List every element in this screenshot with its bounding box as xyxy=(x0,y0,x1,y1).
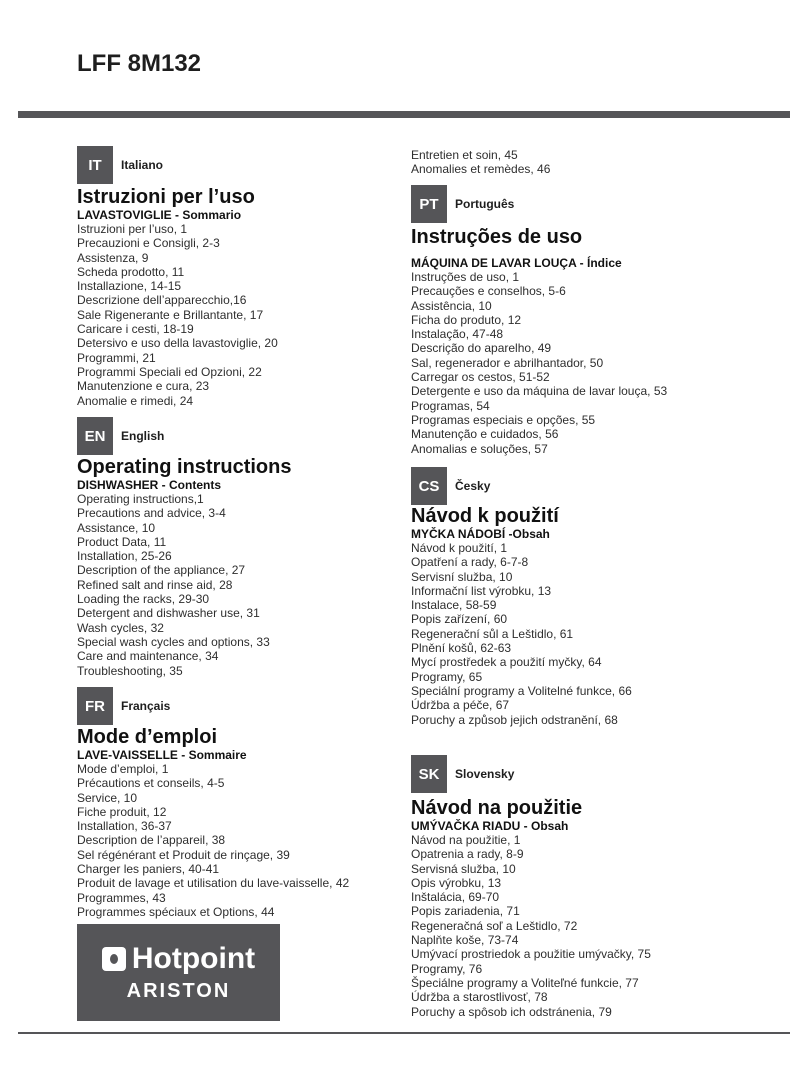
logo-top-row xyxy=(102,942,255,976)
section-subtitle-sk: UMÝVAČKA RIADU - Obsah xyxy=(411,819,569,833)
toc-item: Popis zařízení, 60 xyxy=(411,612,508,627)
lang-header-it xyxy=(77,146,387,184)
toc-item: Regeneračná soľ a Leštidlo, 72 xyxy=(411,918,578,933)
toc-item: Produit de lavage et utilisation du lave-vaisselle, 42 xyxy=(77,876,350,891)
toc-item: Care and maintenance, 34 xyxy=(77,649,219,664)
toc-item: Precautions and advice, 3-4 xyxy=(77,506,226,521)
toc-item: Special wash cycles and options, 33 xyxy=(77,634,270,649)
lang-name-fr: Français xyxy=(121,699,171,713)
toc-item: Opatření a rady, 6-7-8 xyxy=(411,555,529,570)
model-title: LFF 8M132 xyxy=(77,50,202,77)
toc-item: Anomalie e rimedi, 24 xyxy=(77,393,194,408)
toc-item: Sel régénérant et Produit de rinçage, 39 xyxy=(77,847,290,862)
toc-item: Servisná služba, 10 xyxy=(411,861,516,876)
toc-item: Programy, 65 xyxy=(411,669,483,684)
toc-item: Informační list výrobku, 13 xyxy=(411,583,552,598)
toc-item: Programas, 54 xyxy=(411,398,490,413)
section-title-en: Operating instructions xyxy=(77,456,292,478)
toc-item: Charger les paniers, 40-41 xyxy=(77,862,220,877)
toc-list-pt xyxy=(411,270,801,456)
toc-item: Troubleshooting, 35 xyxy=(77,663,183,678)
toc-item: Installation, 25-26 xyxy=(77,549,172,564)
header-divider xyxy=(18,111,790,118)
section-it xyxy=(77,146,387,408)
toc-item: Plnění košů, 62-63 xyxy=(411,641,512,656)
section-sk xyxy=(411,755,801,1019)
toc-item: Installation, 36-37 xyxy=(77,819,172,834)
toc-item: Naplňte koše, 73-74 xyxy=(411,933,519,948)
toc-item: Loading the racks, 29-30 xyxy=(77,592,210,607)
lang-badge-fr: FR xyxy=(77,687,113,725)
toc-item: Sale Rigenerante e Brillantante, 17 xyxy=(77,307,264,322)
section-title-pt: Instruções de uso xyxy=(411,226,583,248)
lang-badge-sk: SK xyxy=(411,755,447,793)
brand-logo xyxy=(77,924,280,1021)
lang-header-en xyxy=(77,417,387,455)
toc-item: Carregar os cestos, 51-52 xyxy=(411,370,550,385)
toc-item: Údržba a starostlivosť, 78 xyxy=(411,990,548,1005)
toc-item: Caricare i cesti, 18-19 xyxy=(77,322,194,337)
lang-badge-cs: CS xyxy=(411,467,447,505)
toc-item: Návod na použitie, 1 xyxy=(411,833,521,847)
toc-item: Poruchy a spôsob ich odstránenia, 79 xyxy=(411,1004,612,1019)
section-title-fr: Mode d’emploi xyxy=(77,726,217,748)
toc-item: Product Data, 11 xyxy=(77,534,167,549)
toc-list-fr xyxy=(77,762,387,919)
toc-item: Anomalias e soluções, 57 xyxy=(411,441,548,456)
toc-item: Instalação, 47-48 xyxy=(411,327,504,342)
toc-item: Description of the appliance, 27 xyxy=(77,563,246,578)
toc-list-sk xyxy=(411,833,801,1019)
toc-item: Opis výrobku, 13 xyxy=(411,875,502,890)
toc-item: Manutenzione e cura, 23 xyxy=(77,379,210,394)
toc-item: Instruções de uso, 1 xyxy=(411,270,520,284)
toc-item: Manutenção e cuidados, 56 xyxy=(411,427,559,442)
toc-item: Assistance, 10 xyxy=(77,520,156,535)
lang-badge-en: EN xyxy=(77,417,113,455)
toc-item: Regenerační sůl a Leštidlo, 61 xyxy=(411,626,574,641)
section-cs xyxy=(411,467,801,727)
toc-list-it xyxy=(77,222,387,408)
lang-badge-it: IT xyxy=(77,146,113,184)
section-subtitle-fr: LAVE-VAISSELLE - Sommaire xyxy=(77,748,247,762)
toc-item: Špeciálne programy a Voliteľné funkcie, 77 xyxy=(411,975,639,990)
toc-list-cs xyxy=(411,541,801,727)
toc-item: Programmes spéciaux et Options, 44 xyxy=(77,904,275,919)
section-subtitle-pt: MÁQUINA DE LAVAR LOUÇA - Índice xyxy=(411,256,622,270)
toc-item: Programy, 76 xyxy=(411,961,483,976)
section-title-sk: Návod na použitie xyxy=(411,797,583,819)
toc-item: Návod k použití, 1 xyxy=(411,541,508,555)
toc-item: Wash cycles, 32 xyxy=(77,620,164,635)
toc-item: Service, 10 xyxy=(77,790,138,805)
toc-item: Speciální programy a Volitelné funkce, 66 xyxy=(411,683,632,698)
logo-wordmark: Hotpoint xyxy=(131,942,256,975)
toc-item: Opatrenia a rady, 8-9 xyxy=(411,847,524,862)
toc-item: Assistenza, 9 xyxy=(77,250,149,265)
toc-item: Instalace, 58-59 xyxy=(411,598,497,613)
toc-item: Programmi, 21 xyxy=(77,350,156,365)
toc-item: Servisní služba, 10 xyxy=(411,569,513,584)
toc-item: Poruchy a způsob jejich odstranění, 68 xyxy=(411,712,618,727)
toc-list-fr-continued xyxy=(411,148,801,177)
lang-name-sk: Slovensky xyxy=(455,767,515,781)
toc-item: Installazione, 14-15 xyxy=(77,279,182,294)
lang-name-pt: Português xyxy=(455,197,515,211)
toc-item: Istruzioni per l’uso, 1 xyxy=(77,222,188,236)
toc-item: Precauzioni e Consigli, 2-3 xyxy=(77,236,220,251)
section-title-it: Istruzioni per l’uso xyxy=(77,186,255,208)
toc-item: Descrizione dell’apparecchio,16 xyxy=(77,293,247,308)
toc-item: Údržba a péče, 67 xyxy=(411,698,510,713)
lang-header-sk xyxy=(411,755,801,793)
toc-item: Fiche produit, 12 xyxy=(77,804,167,819)
lang-header-pt xyxy=(411,185,801,223)
section-pt xyxy=(411,185,801,456)
toc-item: Mode d’emploi, 1 xyxy=(77,762,169,776)
toc-list-en xyxy=(77,492,387,678)
lang-header-fr xyxy=(77,687,387,725)
hotpoint-mark-icon xyxy=(102,947,126,971)
lang-badge-pt: PT xyxy=(411,185,447,223)
toc-item: Umývací prostriedok a použitie umývačky, 75 xyxy=(411,947,651,962)
toc-item: Descrição do aparelho, 49 xyxy=(411,341,552,356)
section-subtitle-it: LAVASTOVIGLIE - Sommario xyxy=(77,208,242,222)
lang-name-it: Italiano xyxy=(121,158,164,172)
toc-item: Sal, regenerador e abrilhantador, 50 xyxy=(411,355,604,370)
lang-header-cs xyxy=(411,467,801,505)
toc-item: Entretien et soin, 45 xyxy=(411,148,518,162)
section-fr-continued xyxy=(411,148,801,177)
toc-item: Programmes, 43 xyxy=(77,890,166,905)
toc-item: Précautions et conseils, 4-5 xyxy=(77,776,225,791)
section-subtitle-en: DISHWASHER - Contents xyxy=(77,478,221,492)
section-title-cs: Návod k použití xyxy=(411,505,559,527)
toc-item: Detergente e uso da máquina de lavar louça, 53 xyxy=(411,384,668,399)
toc-item: Inštalácia, 69-70 xyxy=(411,890,500,905)
toc-item: Refined salt and rinse aid, 28 xyxy=(77,577,233,592)
logo-subbrand: ARISTON xyxy=(126,980,231,1002)
toc-item: Detersivo e uso della lavastoviglie, 20 xyxy=(77,336,278,351)
toc-item: Programmi Speciali ed Opzioni, 22 xyxy=(77,364,262,379)
toc-item: Popis zariadenia, 71 xyxy=(411,904,520,919)
toc-item: Anomalies et remèdes, 46 xyxy=(411,162,551,177)
section-fr xyxy=(77,687,387,919)
lang-name-cs: Česky xyxy=(455,479,491,493)
toc-item: Ficha do produto, 12 xyxy=(411,312,522,327)
toc-item: Programas especiais e opções, 55 xyxy=(411,412,596,427)
toc-item: Detergent and dishwasher use, 31 xyxy=(77,606,260,621)
footer-divider xyxy=(18,1032,790,1034)
toc-item: Precauções e conselhos, 5-6 xyxy=(411,284,566,299)
toc-item: Assistência, 10 xyxy=(411,298,492,313)
toc-item: Description de l’appareil, 38 xyxy=(77,833,226,848)
section-subtitle-cs: MYČKA NÁDOBÍ -Obsah xyxy=(411,527,550,541)
toc-item: Mycí prostředek a použití myčky, 64 xyxy=(411,655,602,670)
toc-item: Scheda prodotto, 11 xyxy=(77,264,185,279)
section-en xyxy=(77,417,387,678)
toc-item: Operating instructions,1 xyxy=(77,492,204,506)
lang-name-en: English xyxy=(121,429,165,443)
